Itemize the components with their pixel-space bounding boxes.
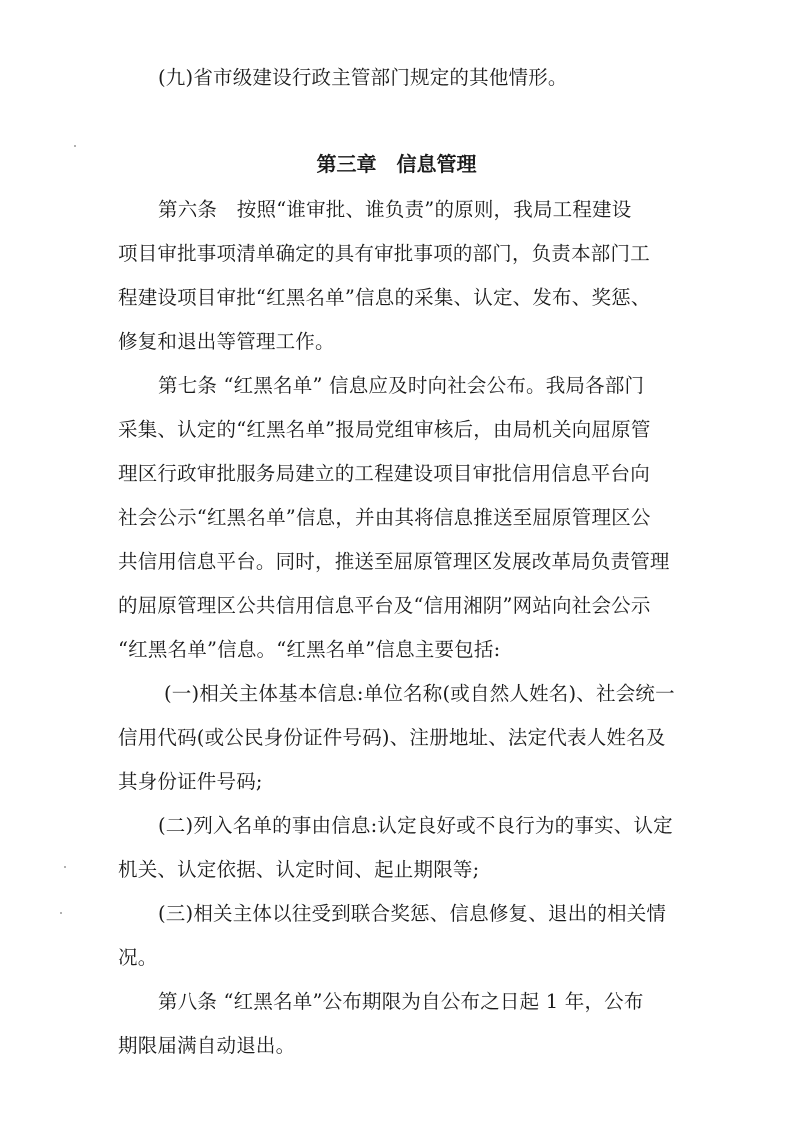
article-seven-line-4: 社会公示“红黑名单”信息，并由其将信息推送至屈原管理区公 <box>118 506 651 529</box>
item-three-line-1: (三)相关主体以往受到联合奖惩、信息修复、退出的相关情 <box>158 902 667 925</box>
scan-speck <box>60 912 62 914</box>
article-seven-line-7: “红黑名单”信息。“红黑名单”信息主要包括: <box>118 638 501 661</box>
article-six-line-3: 程建设项目审批“红黑名单”信息的采集、认定、发布、奖惩、 <box>118 286 651 309</box>
chapter-title: 第三章 信息管理 <box>316 152 477 176</box>
item-nine: (九)省市级建设行政主管部门规定的其他情形。 <box>158 66 568 89</box>
item-one-line-1: (一)相关主体基本信息:单位名称(或自然人姓名)、社会统一 <box>164 682 675 705</box>
item-two-line-2: 机关、认定依据、认定时间、起止期限等; <box>118 858 480 881</box>
article-eight-line-1: 第八条 “红黑名单”公布期限为自公布之日起 1 年，公布 <box>158 990 644 1013</box>
article-seven-line-2: 采集、认定的“红黑名单”报局党组审核后，由局机关向屈原管 <box>118 418 651 441</box>
scan-speck <box>74 145 76 147</box>
item-two-line-1: (二)列入名单的事由信息:认定良好或不良行为的事实、认定 <box>158 814 673 837</box>
article-seven-line-3: 理区行政审批服务局建立的工程建设项目审批信用信息平台向 <box>118 462 650 485</box>
item-three-line-2: 况。 <box>118 946 158 969</box>
article-six-line-2: 项目审批事项清单确定的具有审批事项的部门，负责本部门工 <box>118 242 650 265</box>
item-one-line-3: 其身份证件号码; <box>118 770 263 793</box>
article-seven-line-5: 共信用信息平台。同时，推送至屈原管理区发展改革局负责管理 <box>118 550 670 573</box>
scan-speck <box>64 866 66 868</box>
article-six-line-4: 修复和退出等管理工作。 <box>118 330 335 353</box>
article-eight-line-2: 期限届满自动退出。 <box>118 1034 296 1057</box>
article-six-line-1: 第六条 按照“谁审批、谁负责”的原则，我局工程建设 <box>158 198 632 221</box>
item-one-line-2: 信用代码(或公民身份证件号码)、注册地址、法定代表人姓名及 <box>118 726 666 749</box>
article-seven-line-1: 第七条 “红黑名单” 信息应及时向社会公布。我局各部门 <box>158 374 645 397</box>
article-seven-line-6: 的屈原管理区公共信用信息平台及“信用湘阴”网站向社会公示 <box>118 594 651 617</box>
